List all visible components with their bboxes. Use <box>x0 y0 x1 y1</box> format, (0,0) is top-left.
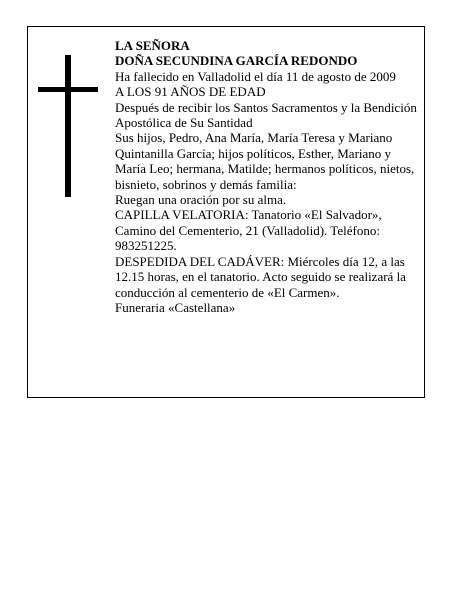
funeral-home-line: Funeraria «Castellana» <box>115 299 236 315</box>
notice-title: LA SEÑORA <box>115 38 190 53</box>
prayer-line: Ruegan una oración por su alma. <box>115 192 287 208</box>
sacraments-line: Después de recibir los Santos Sacramentos y la Bendición Apostólica de Su Santidad <box>115 99 417 131</box>
chapel-line: CAPILLA VELATORIA: Tanatorio «El Salvador», Camino del Cementerio, 21 (Valladolid). Teléfono: 983251225. <box>115 207 382 254</box>
death-announcement: Ha fallecido en Valladolid el día 11 de agosto de 2009 <box>115 68 396 84</box>
deceased-name: DOÑA SECUNDINA GARCÍA REDONDO <box>115 53 358 69</box>
family-line: Sus hijos, Pedro, Ana María, María Teresa y Mariano Quintanilla García; hijos políticos, Esther, Mariano y María Leo; hermana, Matilde; hermanos políticos, nietos, bisnieto, sobrinos y demás familia: <box>115 130 415 192</box>
cross-icon <box>38 55 98 197</box>
farewell-line: DESPEDIDA DEL CADÁVER: Miércoles día 12, a las 12.15 horas, en el tanatorio. Acto seguido se realizará la conducción al cementerio de «El Carmen». <box>115 253 406 300</box>
notice-text-block <box>115 38 423 315</box>
age-line: A LOS 91 AÑOS DE EDAD <box>115 84 266 100</box>
cross-horizontal-bar <box>38 87 98 92</box>
cross-vertical-bar <box>65 55 71 197</box>
